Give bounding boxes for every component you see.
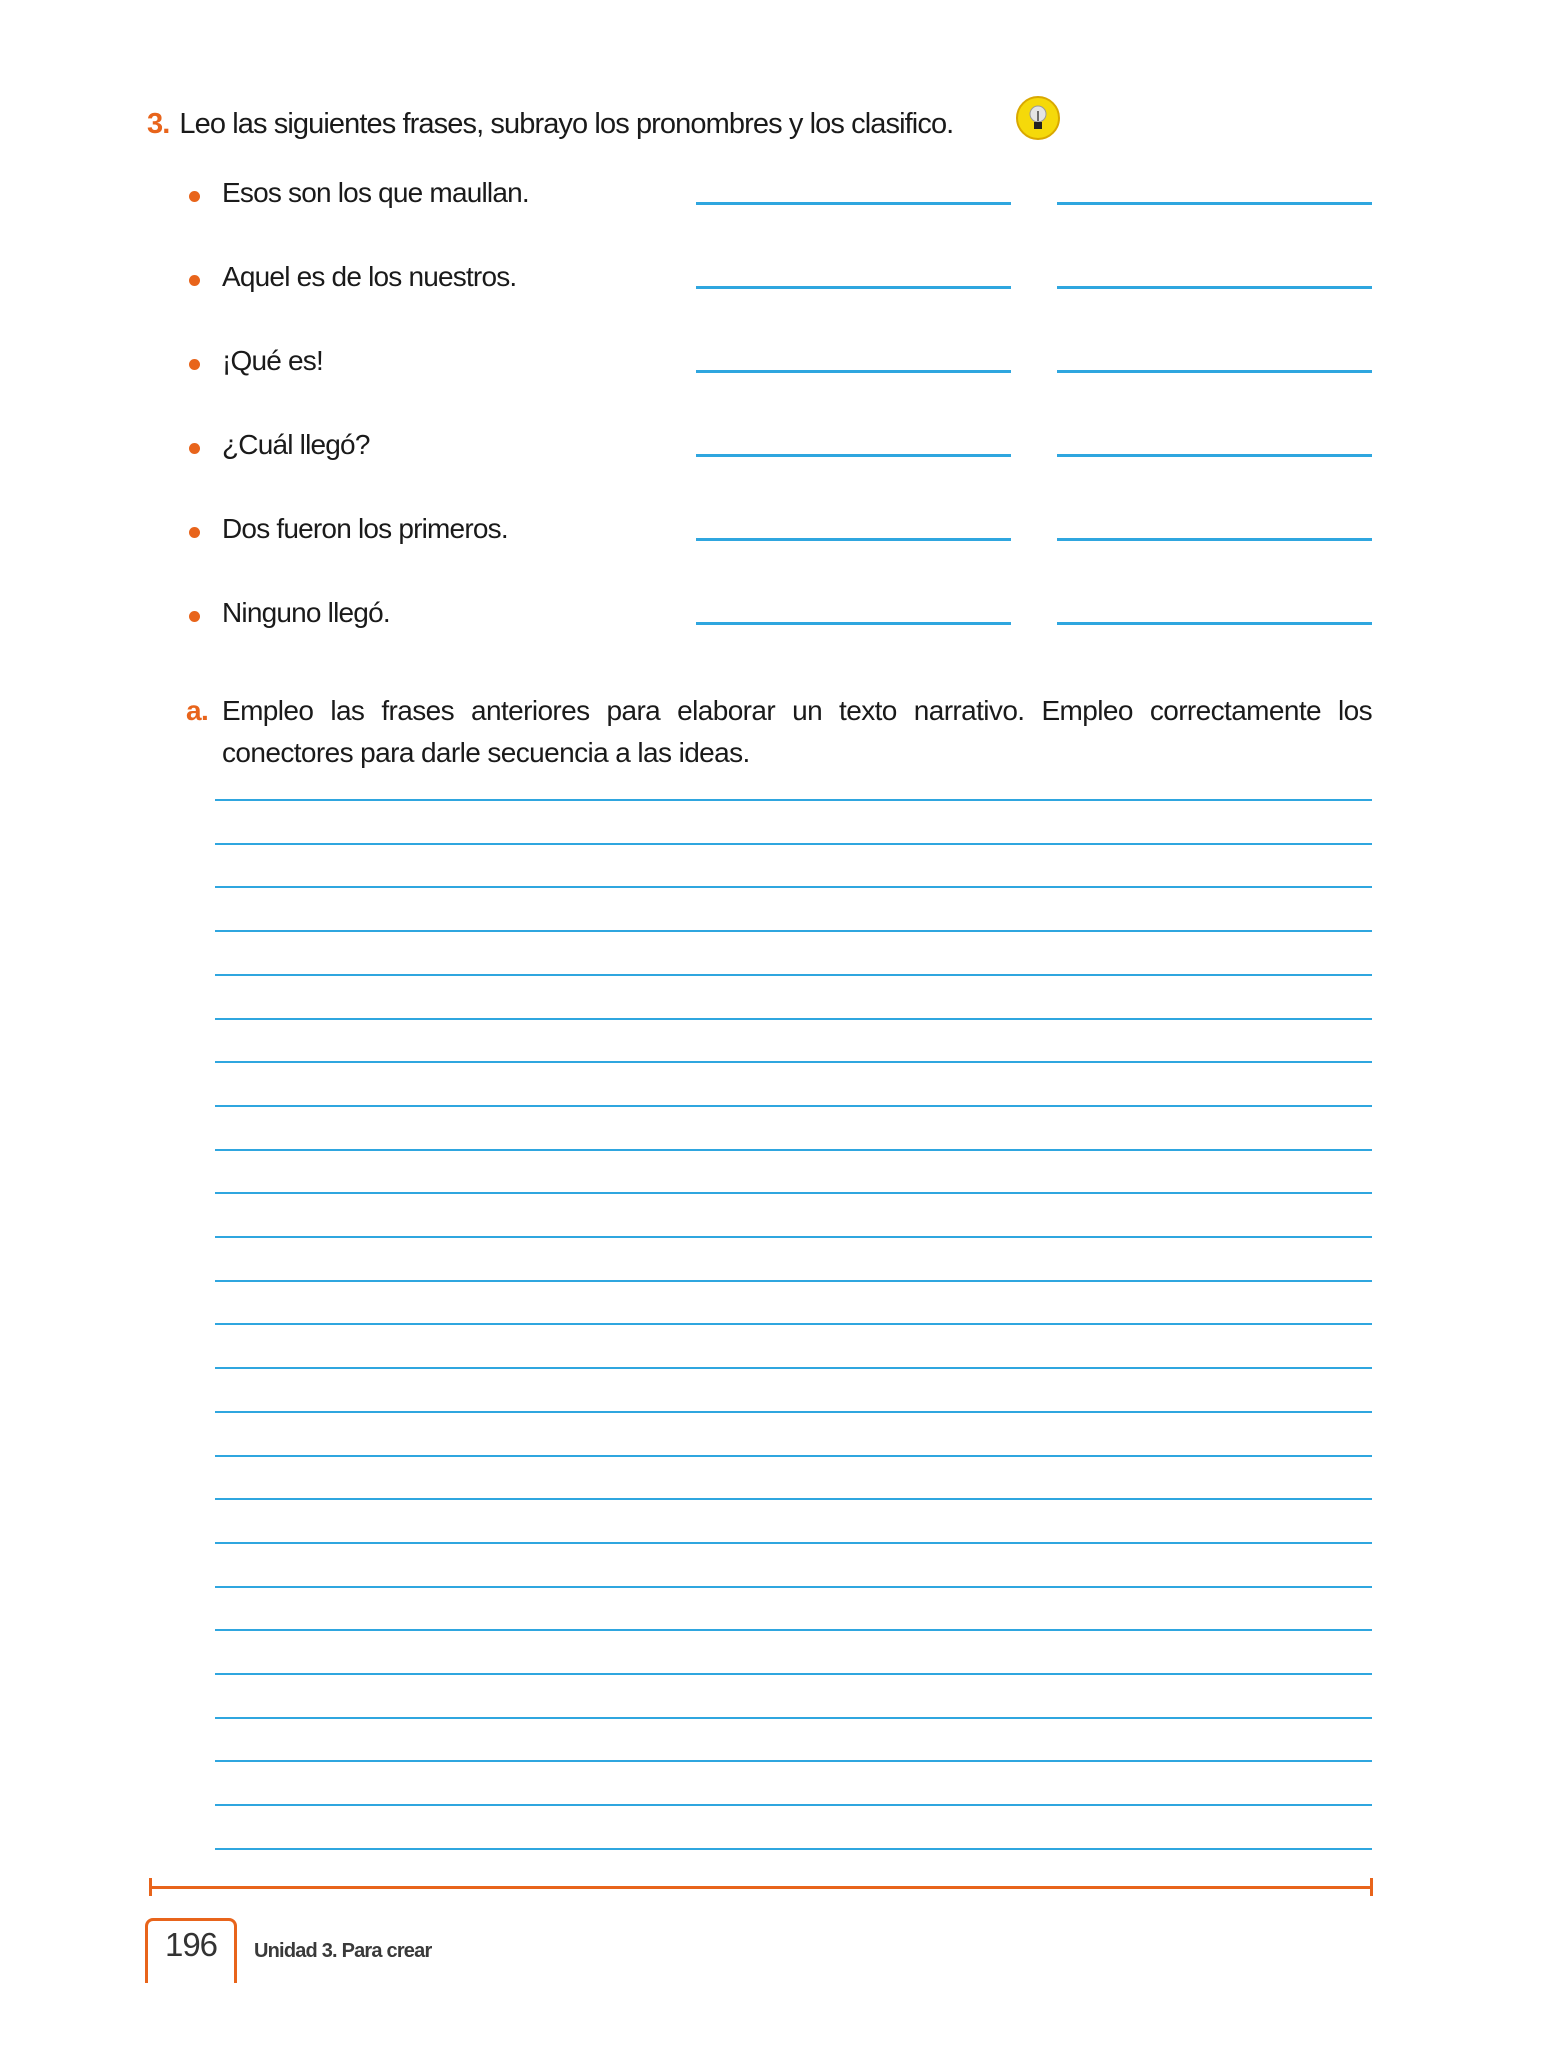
writing-line[interactable] — [215, 1149, 1372, 1151]
writing-line[interactable] — [215, 1018, 1372, 1020]
answer-line-pronoun[interactable] — [696, 622, 1011, 625]
answer-line-pronoun[interactable] — [696, 454, 1011, 457]
writing-line[interactable] — [215, 1804, 1372, 1806]
writing-line[interactable] — [215, 1542, 1372, 1544]
writing-line[interactable] — [215, 1280, 1372, 1282]
answer-line-classification[interactable] — [1057, 202, 1372, 205]
divider-end-tick — [149, 1878, 152, 1896]
answer-line-classification[interactable] — [1057, 286, 1372, 289]
answer-line-pronoun[interactable] — [696, 538, 1011, 541]
sentence-item — [185, 345, 1385, 385]
divider-end-tick — [1370, 1878, 1373, 1896]
answer-line-classification[interactable] — [1057, 538, 1372, 541]
sentence-item — [185, 177, 1385, 217]
bullet-icon — [189, 275, 200, 286]
bullet-icon — [189, 611, 200, 622]
writing-line[interactable] — [215, 1323, 1372, 1325]
unit-title: Unidad 3. Para crear — [254, 1940, 432, 1962]
answer-line-pronoun[interactable] — [696, 370, 1011, 373]
exercise-instruction — [147, 108, 953, 141]
instruction-text: Leo las siguientes frases, subrayo los pronombres y los clasifico. — [179, 108, 954, 140]
bullet-icon — [189, 443, 200, 454]
subtask-text: Empleo las frases anteriores para elaborar un texto narrativo. Empleo correctamente los conectores para darle secuencia a las ideas. — [222, 695, 1372, 768]
page-number: 196 — [164, 1926, 218, 1963]
sentence-text: Aquel es de los nuestros. — [222, 261, 517, 292]
writing-line[interactable] — [215, 1629, 1372, 1631]
sentence-item — [185, 513, 1385, 553]
writing-line[interactable] — [215, 1061, 1372, 1063]
writing-line[interactable] — [215, 1586, 1372, 1588]
sentence-item — [185, 429, 1385, 469]
writing-line[interactable] — [215, 886, 1372, 888]
bullet-icon — [189, 527, 200, 538]
subtask-label: a. — [186, 695, 209, 726]
sentence-text: ¿Cuál llegó? — [222, 429, 370, 460]
writing-line[interactable] — [215, 1760, 1372, 1762]
writing-line[interactable] — [215, 1367, 1372, 1369]
writing-line[interactable] — [215, 1192, 1372, 1194]
exercise-number: 3. — [147, 108, 170, 140]
sentence-text: Ninguno llegó. — [222, 597, 390, 628]
writing-line[interactable] — [215, 1105, 1372, 1107]
sentence-text: Esos son los que maullan. — [222, 177, 529, 208]
writing-line[interactable] — [215, 799, 1372, 801]
writing-line[interactable] — [215, 1236, 1372, 1238]
answer-line-classification[interactable] — [1057, 622, 1372, 625]
answer-line-classification[interactable] — [1057, 454, 1372, 457]
sentence-text: ¡Qué es! — [222, 345, 323, 376]
writing-line[interactable] — [215, 974, 1372, 976]
lightbulb-icon — [1015, 95, 1061, 141]
writing-line[interactable] — [215, 1848, 1372, 1850]
sentence-text: Dos fueron los primeros. — [222, 513, 508, 544]
bullet-icon — [189, 359, 200, 370]
writing-line[interactable] — [215, 930, 1372, 932]
bullet-icon — [189, 191, 200, 202]
writing-line[interactable] — [215, 1411, 1372, 1413]
writing-line[interactable] — [215, 1673, 1372, 1675]
subtask — [186, 690, 1372, 774]
footer-divider — [150, 1886, 1372, 1889]
writing-line[interactable] — [215, 1455, 1372, 1457]
writing-line[interactable] — [215, 843, 1372, 845]
answer-line-pronoun[interactable] — [696, 286, 1011, 289]
answer-line-pronoun[interactable] — [696, 202, 1011, 205]
sentence-item — [185, 597, 1385, 637]
writing-line[interactable] — [215, 1717, 1372, 1719]
sentence-item — [185, 261, 1385, 301]
answer-line-classification[interactable] — [1057, 370, 1372, 373]
writing-line[interactable] — [215, 1498, 1372, 1500]
